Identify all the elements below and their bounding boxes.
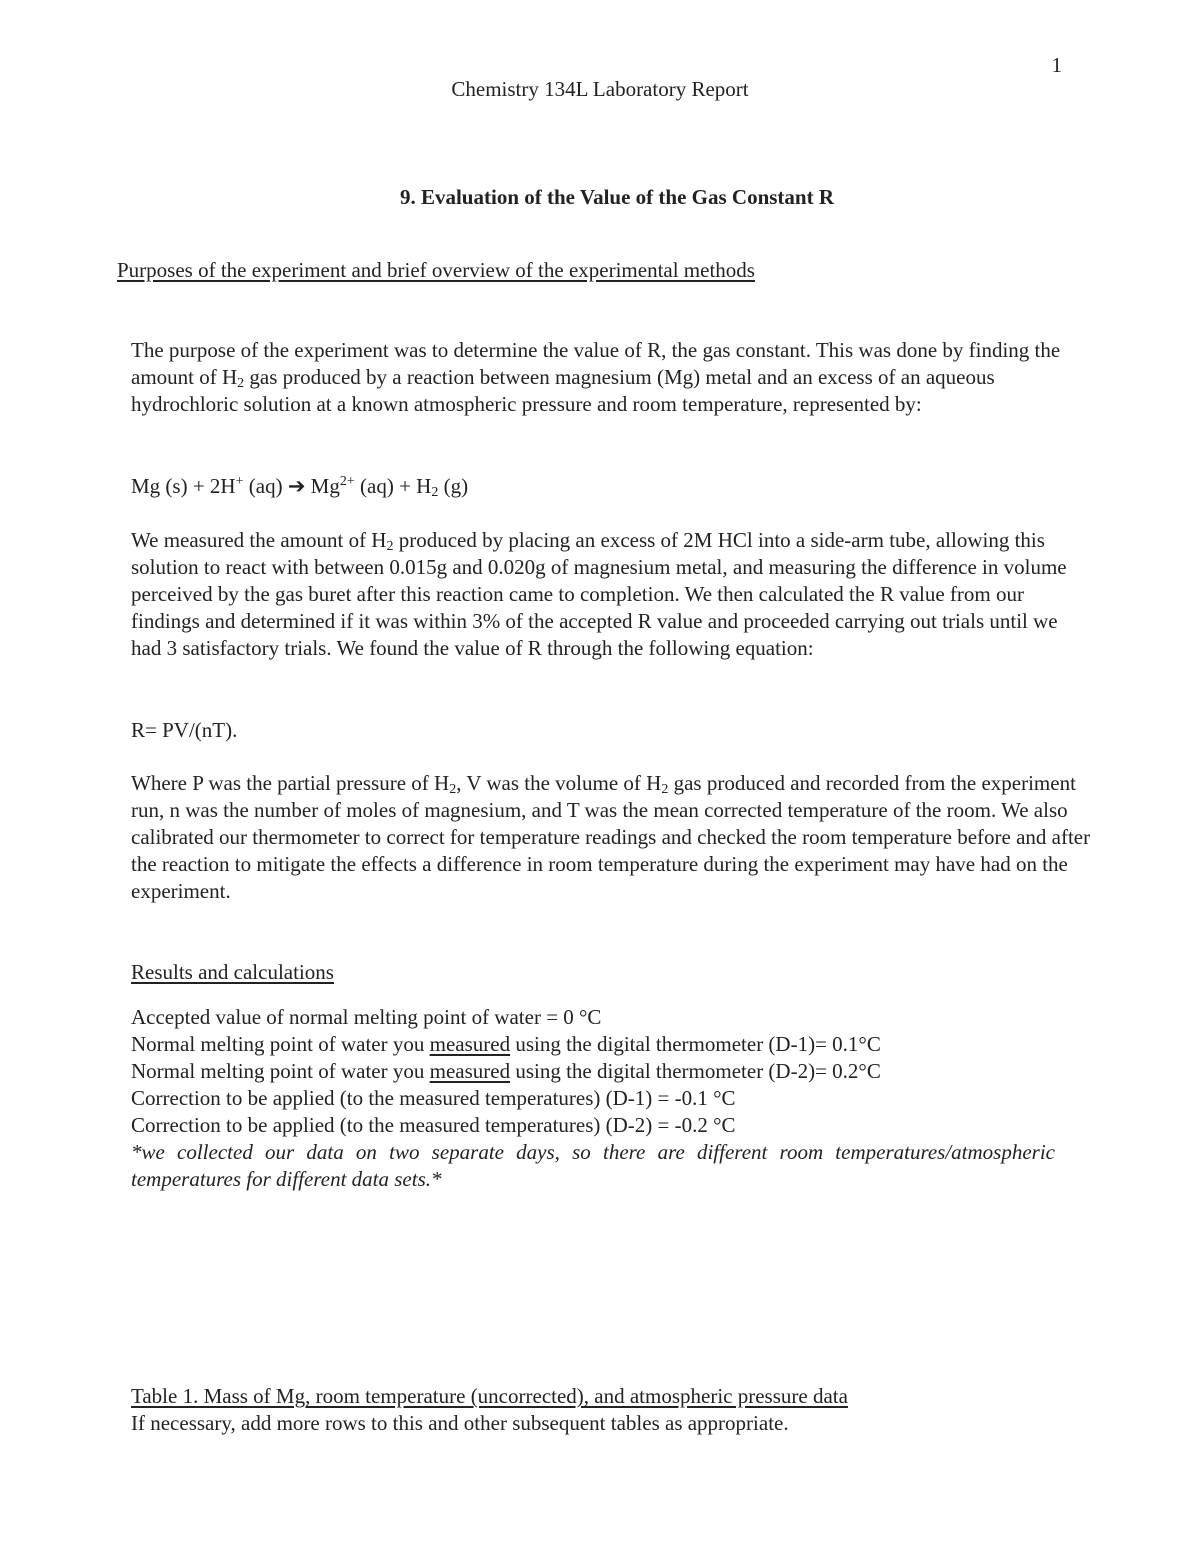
measured-d2-text-a: Normal melting point of water you [131, 1059, 430, 1083]
table1-instruction: If necessary, add more rows to this and other subsequent tables as appropriate. [131, 1411, 789, 1435]
purposes-heading: Purposes of the experiment and brief overview of the experimental methods [117, 258, 755, 282]
measured-d1-text-b: using the digital thermometer (D-1)= 0.1°C [510, 1032, 881, 1056]
purpose-text-b: gas produced by a reaction between magnesium (Mg) metal and an excess of an aqueous hydrochloric solution at a known atmospheric pressure and room temperature, represented by: [131, 365, 995, 416]
variables-text-b: , V was the volume of H [456, 771, 662, 795]
measured-melting-point-d2 [131, 1058, 1055, 1085]
purpose-subscript: 2 [237, 376, 245, 391]
reaction-arrow-icon: ➔ [287, 474, 306, 498]
reaction-sub-1: 2 [431, 485, 439, 500]
reaction-text-5: (g) [438, 474, 469, 498]
reaction-text-3: Mg [305, 474, 340, 498]
measured-d1-underlined: measured [429, 1032, 511, 1056]
results-block [131, 1004, 1055, 1193]
variables-subscript-1: 2 [449, 782, 457, 797]
correction-d2: Correction to be applied (to the measured temperatures) (D-2) = -0.2 °C [131, 1113, 736, 1137]
correction-d1: Correction to be applied (to the measured temperatures) (D-1) = -0.1 °C [131, 1086, 736, 1110]
results-heading: Results and calculations [131, 960, 334, 984]
reaction-text-2: (aq) [243, 474, 288, 498]
section-title: 9. Evaluation of the Value of the Gas Constant R [399, 185, 835, 209]
method-paragraph [131, 527, 1091, 662]
reaction-sup-1: + [235, 474, 244, 489]
reaction-text-4: (aq) + H [354, 474, 432, 498]
purpose-text-a: The purpose of the experiment was to determine the value of R, the gas constant. This was done by finding the amount of H [131, 338, 1061, 389]
table1-caption: Table 1. Mass of Mg, room temperature (uncorrected), and atmospheric pressure data [131, 1384, 848, 1408]
variables-paragraph [131, 770, 1091, 905]
reaction-sup-2: 2+ [339, 474, 355, 489]
measured-melting-point-d1 [131, 1031, 1055, 1058]
reaction-text-1: Mg (s) + 2H [131, 474, 236, 498]
measured-d2-underlined: measured [429, 1059, 511, 1083]
report-title: Chemistry 134L Laboratory Report [451, 77, 749, 101]
variables-text-a: Where P was the partial pressure of H [131, 771, 450, 795]
variables-text-c: gas produced and recorded from the experiment run, n was the number of moles of magnesium, and T was the mean corrected temperature of the room. We also calibrated our thermometer to correct for temperature readings and checked the room temperature before and after the reaction to mitigate the effects a difference in room temperature during the experiment may have had on the experiment. [131, 771, 1091, 903]
accepted-melting-point: Accepted value of normal melting point of water = 0 °C [131, 1005, 602, 1029]
reaction-equation [131, 473, 1091, 500]
variables-subscript-2: 2 [661, 782, 669, 797]
method-text-a: We measured the amount of H [131, 528, 387, 552]
method-subscript: 2 [386, 539, 394, 554]
data-collection-note: *we collected our data on two separate days, so there are different room temperatures/atmospheric temperatures for different data sets.* [131, 1140, 1055, 1191]
gas-law-equation: R= PV/(nT). [131, 718, 238, 742]
page-number: 1 [1051, 53, 1062, 77]
measured-d2-text-b: using the digital thermometer (D-2)= 0.2°C [510, 1059, 881, 1083]
purpose-paragraph [131, 337, 1091, 418]
measured-d1-text-a: Normal melting point of water you [131, 1032, 430, 1056]
method-text-b: produced by placing an excess of 2M HCl into a side-arm tube, allowing this solution to react with between 0.015g and 0.020g of magnesium metal, and measuring the difference in volume perceived by the gas buret after this reaction came to completion. We then calculated the R value from our findings and determined if it was within 3% of the accepted R value and proceeded carrying out trials until we had 3 satisfactory trials. We found the value of R through the following equation: [131, 528, 1067, 660]
